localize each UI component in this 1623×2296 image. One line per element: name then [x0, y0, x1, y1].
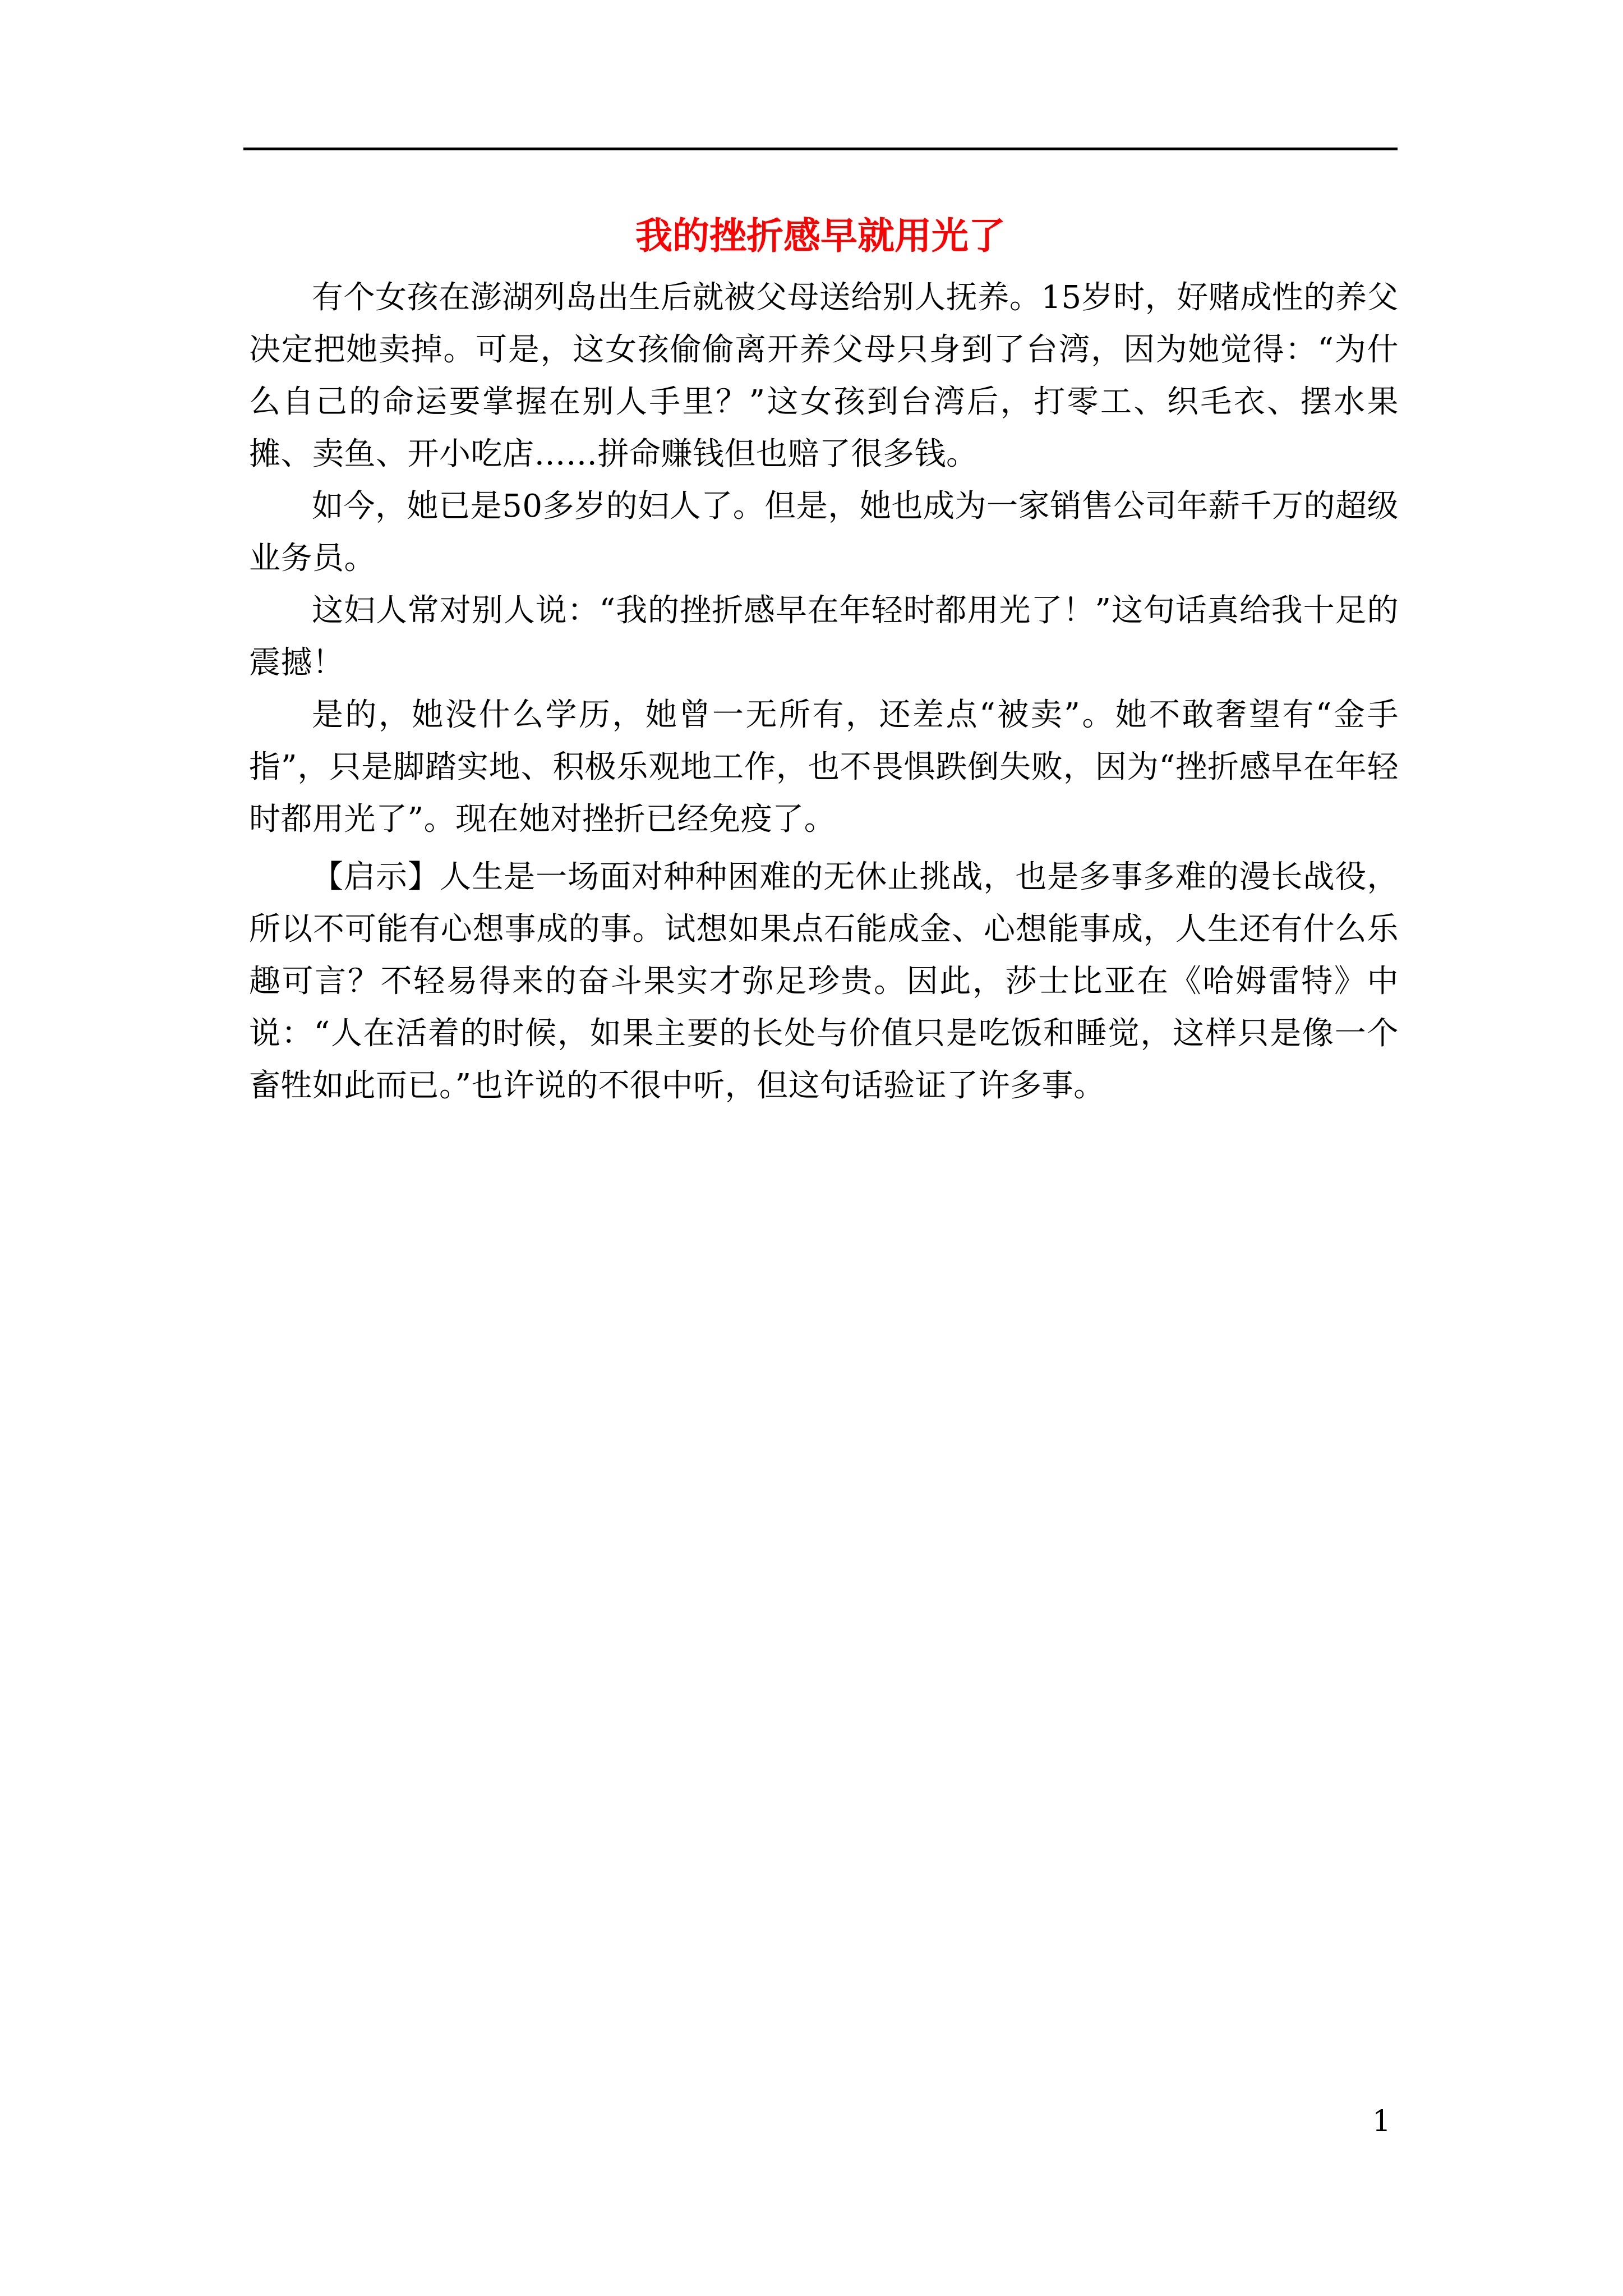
paragraph-5-insight: 【启示】人生是一场面对种种困难的无休止挑战，也是多事多难的漫长战役，所以不可能有心想事成的事。试想如果点石能成金、心想能事成，人生还有什么乐趣可言？不轻易得来的奋斗果实才弥足珍贵。因此，莎士比亚在《哈姆雷特》中说：“人在活着的时候，如果主要的长处与价值只是吃饭和睡觉，这样只是像一个畜牲如此而已。”也许说的不很中听，但这句话验证了许多事。	[249, 859, 1399, 1104]
paragraph-4: 是的，她没什么学历，她曾一无所有，还差点“被卖”。她不敢奢望有“金手指”，只是脚踏实地、积极乐观地工作，也不畏惧跌倒失败，因为“挫折感早在年轻时都用光了”。现在她对挫折已经免疫了。	[249, 697, 1399, 838]
paragraph-2: 如今，她已是50多岁的妇人了。但是，她也成为一家销售公司年薪千万的超级业务员。	[249, 488, 1399, 577]
header-rule	[243, 148, 1398, 150]
document-body	[249, 272, 1399, 1112]
paragraph-1: 有个女孩在澎湖列岛出生后就被父母送给别人抚养。15岁时，好赌成性的养父决定把她卖掉。可是，这女孩偷偷离开养父母只身到了台湾，因为她觉得：“为什么自己的命运要掌握在别人手里？”这女孩到台湾后，打零工、织毛衣、摆水果摊、卖鱼、开小吃店……拼命赚钱但也赔了很多钱。	[249, 279, 1399, 472]
document-title: 我的挫折感早就用光了	[635, 214, 1006, 257]
paragraph-3: 这妇人常对别人说：“我的挫折感早在年轻时都用光了！”这句话真给我十足的震撼！	[249, 592, 1399, 681]
page-number: 1	[1372, 2105, 1391, 2138]
